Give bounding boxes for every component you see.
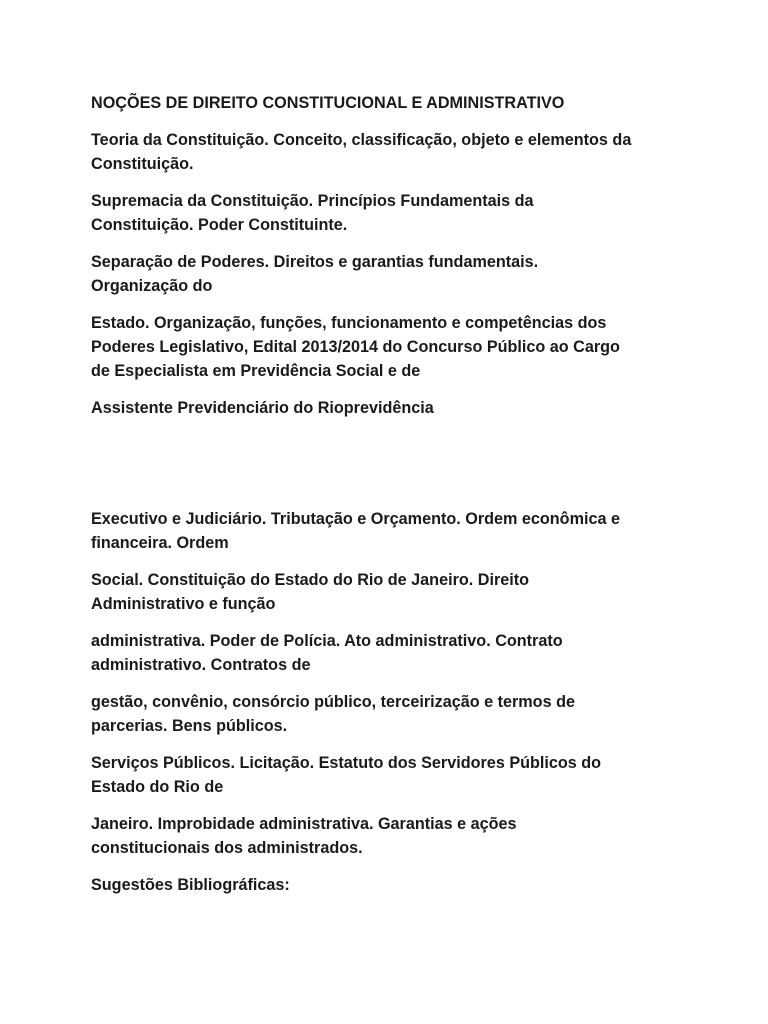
text-line: Teoria da Constituição. Conceito, classificação, objeto e elementos da — [91, 131, 632, 149]
text-line: parcerias. Bens públicos. — [91, 717, 288, 735]
paragraph-gestao — [91, 690, 691, 738]
paragraph-estado — [91, 311, 691, 383]
paragraph-assistente — [91, 396, 691, 420]
paragraph-executivo — [91, 507, 691, 555]
paragraph-separacao — [91, 250, 691, 298]
paragraph-teoria — [91, 128, 691, 176]
text-line: Estado do Rio de — [91, 778, 224, 796]
text-line: Organização do — [91, 277, 213, 295]
title-line: NOÇÕES DE DIREITO CONSTITUCIONAL E ADMINISTRATIVO — [91, 94, 565, 112]
text-line: Constituição. — [91, 155, 194, 173]
text-line: Serviços Públicos. Licitação. Estatuto dos Servidores Públicos do — [91, 754, 602, 772]
paragraph-janeiro — [91, 812, 691, 860]
text-line: Constituição. Poder Constituinte. — [91, 216, 348, 234]
paragraph-social — [91, 568, 691, 616]
paragraph-sugestoes — [91, 873, 691, 897]
paragraph-administrativa — [91, 629, 691, 677]
text-line: administrativa. Poder de Polícia. Ato administrativo. Contrato — [91, 632, 563, 650]
text-line: Social. Constituição do Estado do Rio de Janeiro. Direito — [91, 571, 530, 589]
text-line: Administrativo e função — [91, 595, 276, 613]
paragraph-supremacia — [91, 189, 691, 237]
text-line: Sugestões Bibliográficas: — [91, 876, 290, 894]
text-line: constitucionais dos administrados. — [91, 839, 363, 857]
blank-space — [91, 433, 691, 507]
text-line: Executivo e Judiciário. Tributação e Orçamento. Ordem econômica e — [91, 510, 620, 528]
text-line: Janeiro. Improbidade administrativa. Garantias e ações — [91, 815, 517, 833]
text-line: Estado. Organização, funções, funcionamento e competências dos — [91, 314, 607, 332]
text-line: Assistente Previdenciário do Rioprevidência — [91, 399, 434, 417]
text-line: Supremacia da Constituição. Princípios Fundamentais da — [91, 192, 534, 210]
text-line: financeira. Ordem — [91, 534, 229, 552]
text-line: Poderes Legislativo, Edital 2013/2014 do Concurso Público ao Cargo — [91, 338, 620, 356]
text-line: Separação de Poderes. Direitos e garantias fundamentais. — [91, 253, 539, 271]
text-line: de Especialista em Previdência Social e de — [91, 362, 421, 380]
document-title — [91, 91, 691, 115]
document-body — [91, 91, 691, 910]
text-line: administrativo. Contratos de — [91, 656, 311, 674]
paragraph-servicos — [91, 751, 691, 799]
text-line: gestão, convênio, consórcio público, terceirização e termos de — [91, 693, 575, 711]
